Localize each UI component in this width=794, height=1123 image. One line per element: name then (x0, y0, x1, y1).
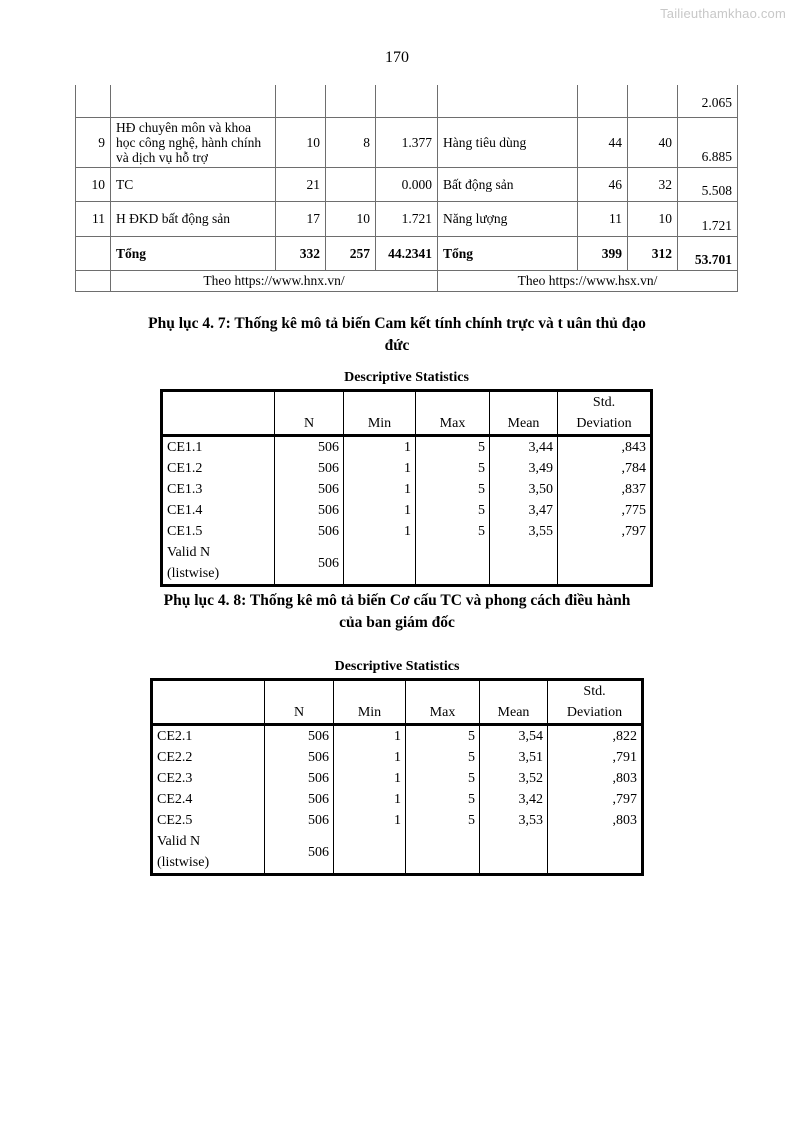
cell (376, 85, 438, 117)
left-industry-name: TC (111, 167, 276, 201)
cell: 10 (326, 201, 376, 236)
header-mean: Mean (480, 680, 548, 725)
cell-max: 5 (406, 789, 480, 810)
cell: 44 (578, 117, 628, 167)
row-label: CE1.5 (167, 524, 203, 539)
table-row (76, 117, 738, 167)
cell-max: 5 (406, 768, 480, 789)
table-row (152, 747, 643, 768)
row-number: 11 (76, 201, 111, 236)
table-row (162, 479, 652, 500)
cell: 257 (326, 236, 376, 270)
cell: 44.2341 (376, 236, 438, 270)
cell-mean: 3,50 (490, 479, 558, 500)
cell-mean: 3,55 (490, 521, 558, 542)
label-line: (listwise) (167, 566, 220, 581)
cell-n: 506 (265, 810, 334, 831)
header-n: N (265, 680, 334, 725)
cell-mean: 3,51 (480, 747, 548, 768)
header-line: Std. (583, 684, 606, 699)
cell: 332 (276, 236, 326, 270)
cell (326, 85, 376, 117)
cell: 8 (326, 117, 376, 167)
cell-mean: 3,52 (480, 768, 548, 789)
cell (76, 236, 111, 270)
cell-min: 1 (344, 458, 416, 479)
header-std-deviation (548, 680, 643, 725)
cell: 10 (276, 117, 326, 167)
cell (548, 831, 643, 875)
table-row (76, 85, 738, 117)
cell-min: 1 (344, 436, 416, 459)
cell: 1.377 (376, 117, 438, 167)
header-n: N (275, 391, 344, 436)
row-label: CE1.4 (167, 503, 203, 518)
row-label: CE1.2 (167, 461, 203, 476)
cell-sd: ,843 (558, 436, 652, 459)
row-label: CE2.5 (157, 813, 193, 828)
header-cell (162, 391, 275, 436)
cell-mean: 3,54 (480, 725, 548, 748)
cell-sd: ,837 (558, 479, 652, 500)
row-label: CE1.3 (167, 482, 203, 497)
caption-4-8 (0, 590, 794, 634)
cell-sd: ,797 (548, 789, 643, 810)
table-title: Descriptive Statistics (344, 370, 469, 385)
caption-4-7 (0, 313, 794, 357)
header-line: Std. (592, 395, 616, 410)
table-title: Descriptive Statistics (334, 659, 460, 674)
cell: 40 (628, 117, 678, 167)
cell: 0.000 (376, 167, 438, 201)
cell-mean: 3,42 (480, 789, 548, 810)
table-row (152, 789, 643, 810)
row-label: CE2.3 (157, 771, 193, 786)
table-row (76, 201, 738, 236)
cell-sd: ,803 (548, 810, 643, 831)
cell (334, 831, 406, 875)
left-industry-name: HĐ chuyên môn và khoa học công nghệ, hành chính và dịch vụ hỗ trợ (111, 117, 276, 167)
header-min: Min (344, 391, 416, 436)
cell-min: 1 (334, 810, 406, 831)
cell-max: 5 (406, 747, 480, 768)
right-industry-name: Bất động sản (438, 167, 578, 201)
cell: 10 (628, 201, 678, 236)
row-label: CE1.1 (167, 440, 203, 455)
cell (558, 542, 652, 586)
cell-min: 1 (334, 768, 406, 789)
cell-min: 1 (344, 521, 416, 542)
row-number: 10 (76, 167, 111, 201)
total-label: Tổng (111, 236, 276, 270)
cell-min: 1 (344, 500, 416, 521)
row-label (152, 831, 265, 875)
cell-max: 5 (416, 500, 490, 521)
cell-n: 506 (275, 542, 344, 586)
caption-line: đức (384, 337, 410, 354)
cell-n: 506 (265, 725, 334, 748)
descriptive-stats-table-1 (160, 389, 653, 587)
table-row (152, 768, 643, 789)
cell: 53.701 (678, 236, 738, 270)
cell-sd: ,797 (558, 521, 652, 542)
cell (406, 831, 480, 875)
cell: 2.065 (678, 85, 738, 117)
table-row (162, 521, 652, 542)
source-hnx: Theo https://www.hnx.vn/ (111, 270, 438, 291)
cell-min: 1 (334, 789, 406, 810)
cell: 1.721 (376, 201, 438, 236)
cell (111, 85, 276, 117)
descriptive-stats-table-2 (150, 678, 644, 876)
table-row (162, 436, 652, 459)
valid-n-row (162, 542, 652, 586)
header-min: Min (334, 680, 406, 725)
source-row (76, 270, 738, 291)
cell-max: 5 (416, 436, 490, 459)
cell-n: 506 (265, 768, 334, 789)
cell (76, 85, 111, 117)
cell (416, 542, 490, 586)
cell-sd: ,784 (558, 458, 652, 479)
label-line: (listwise) (157, 855, 210, 870)
table-row (152, 810, 643, 831)
cell-n: 506 (275, 521, 344, 542)
cell-sd: ,791 (548, 747, 643, 768)
cell-sd: ,803 (548, 768, 643, 789)
header-line: Deviation (576, 416, 632, 431)
header-mean: Mean (490, 391, 558, 436)
cell-n: 506 (275, 500, 344, 521)
cell: 1.721 (678, 201, 738, 236)
cell (438, 85, 578, 117)
cell-min: 1 (344, 479, 416, 500)
cell (578, 85, 628, 117)
header-row (152, 680, 643, 725)
cell-mean: 3,47 (490, 500, 558, 521)
cell: 312 (628, 236, 678, 270)
cell (276, 85, 326, 117)
cell-mean: 3,49 (490, 458, 558, 479)
total-label: Tổng (438, 236, 578, 270)
right-industry-name: Năng lượng (438, 201, 578, 236)
cell: 11 (578, 201, 628, 236)
header-max: Max (406, 680, 480, 725)
cell: 5.508 (678, 167, 738, 201)
cell (76, 270, 111, 291)
cell-n: 506 (265, 831, 334, 875)
row-label: CE2.4 (157, 792, 193, 807)
header-max: Max (416, 391, 490, 436)
table-row (76, 167, 738, 201)
cell-max: 5 (406, 725, 480, 748)
cell: 17 (276, 201, 326, 236)
cell-max: 5 (416, 521, 490, 542)
row-number: 9 (76, 117, 111, 167)
cell (628, 85, 678, 117)
cell-min: 1 (334, 725, 406, 748)
industry-table (75, 85, 738, 292)
cell: 32 (628, 167, 678, 201)
table-row (162, 458, 652, 479)
cell: 46 (578, 167, 628, 201)
total-row (76, 236, 738, 270)
cell-n: 506 (275, 479, 344, 500)
cell-n: 506 (265, 789, 334, 810)
caption-line: Phụ lục 4. 7: Thống kê mô tả biến Cam kết tính chính trực và t uân thủ đạo (148, 315, 646, 332)
page-number: 170 (385, 49, 409, 66)
table-row (152, 725, 643, 748)
header-line: Deviation (566, 705, 623, 720)
caption-line: của ban giám đốc (339, 614, 455, 631)
cell: 6.885 (678, 117, 738, 167)
label-line: Valid N (157, 834, 201, 849)
cell-min: 1 (334, 747, 406, 768)
table-row (162, 500, 652, 521)
cell: 21 (276, 167, 326, 201)
cell-max: 5 (406, 810, 480, 831)
cell-max: 5 (416, 479, 490, 500)
cell-n: 506 (265, 747, 334, 768)
cell-sd: ,775 (558, 500, 652, 521)
valid-n-row (152, 831, 643, 875)
row-label: CE2.2 (157, 750, 193, 765)
cell-sd: ,822 (548, 725, 643, 748)
cell-n: 506 (275, 458, 344, 479)
cell (480, 831, 548, 875)
right-industry-name: Hàng tiêu dùng (438, 117, 578, 167)
cell-mean: 3,44 (490, 436, 558, 459)
watermark: Tailieuthamkhao.com (660, 6, 786, 21)
row-label (162, 542, 275, 586)
cell: 399 (578, 236, 628, 270)
cell (326, 167, 376, 201)
left-industry-name: H ĐKD bất động sản (111, 201, 276, 236)
cell-n: 506 (275, 436, 344, 459)
cell (490, 542, 558, 586)
label-line: Valid N (167, 545, 211, 560)
cell-max: 5 (416, 458, 490, 479)
caption-line: Phụ lục 4. 8: Thống kê mô tả biến Cơ cấu TC và phong cách điều hành (163, 592, 631, 609)
row-label: CE2.1 (157, 729, 193, 744)
cell (344, 542, 416, 586)
header-row (162, 391, 652, 436)
cell-mean: 3,53 (480, 810, 548, 831)
source-hsx: Theo https://www.hsx.vn/ (438, 270, 738, 291)
header-std-deviation (558, 391, 652, 436)
header-cell (152, 680, 265, 725)
